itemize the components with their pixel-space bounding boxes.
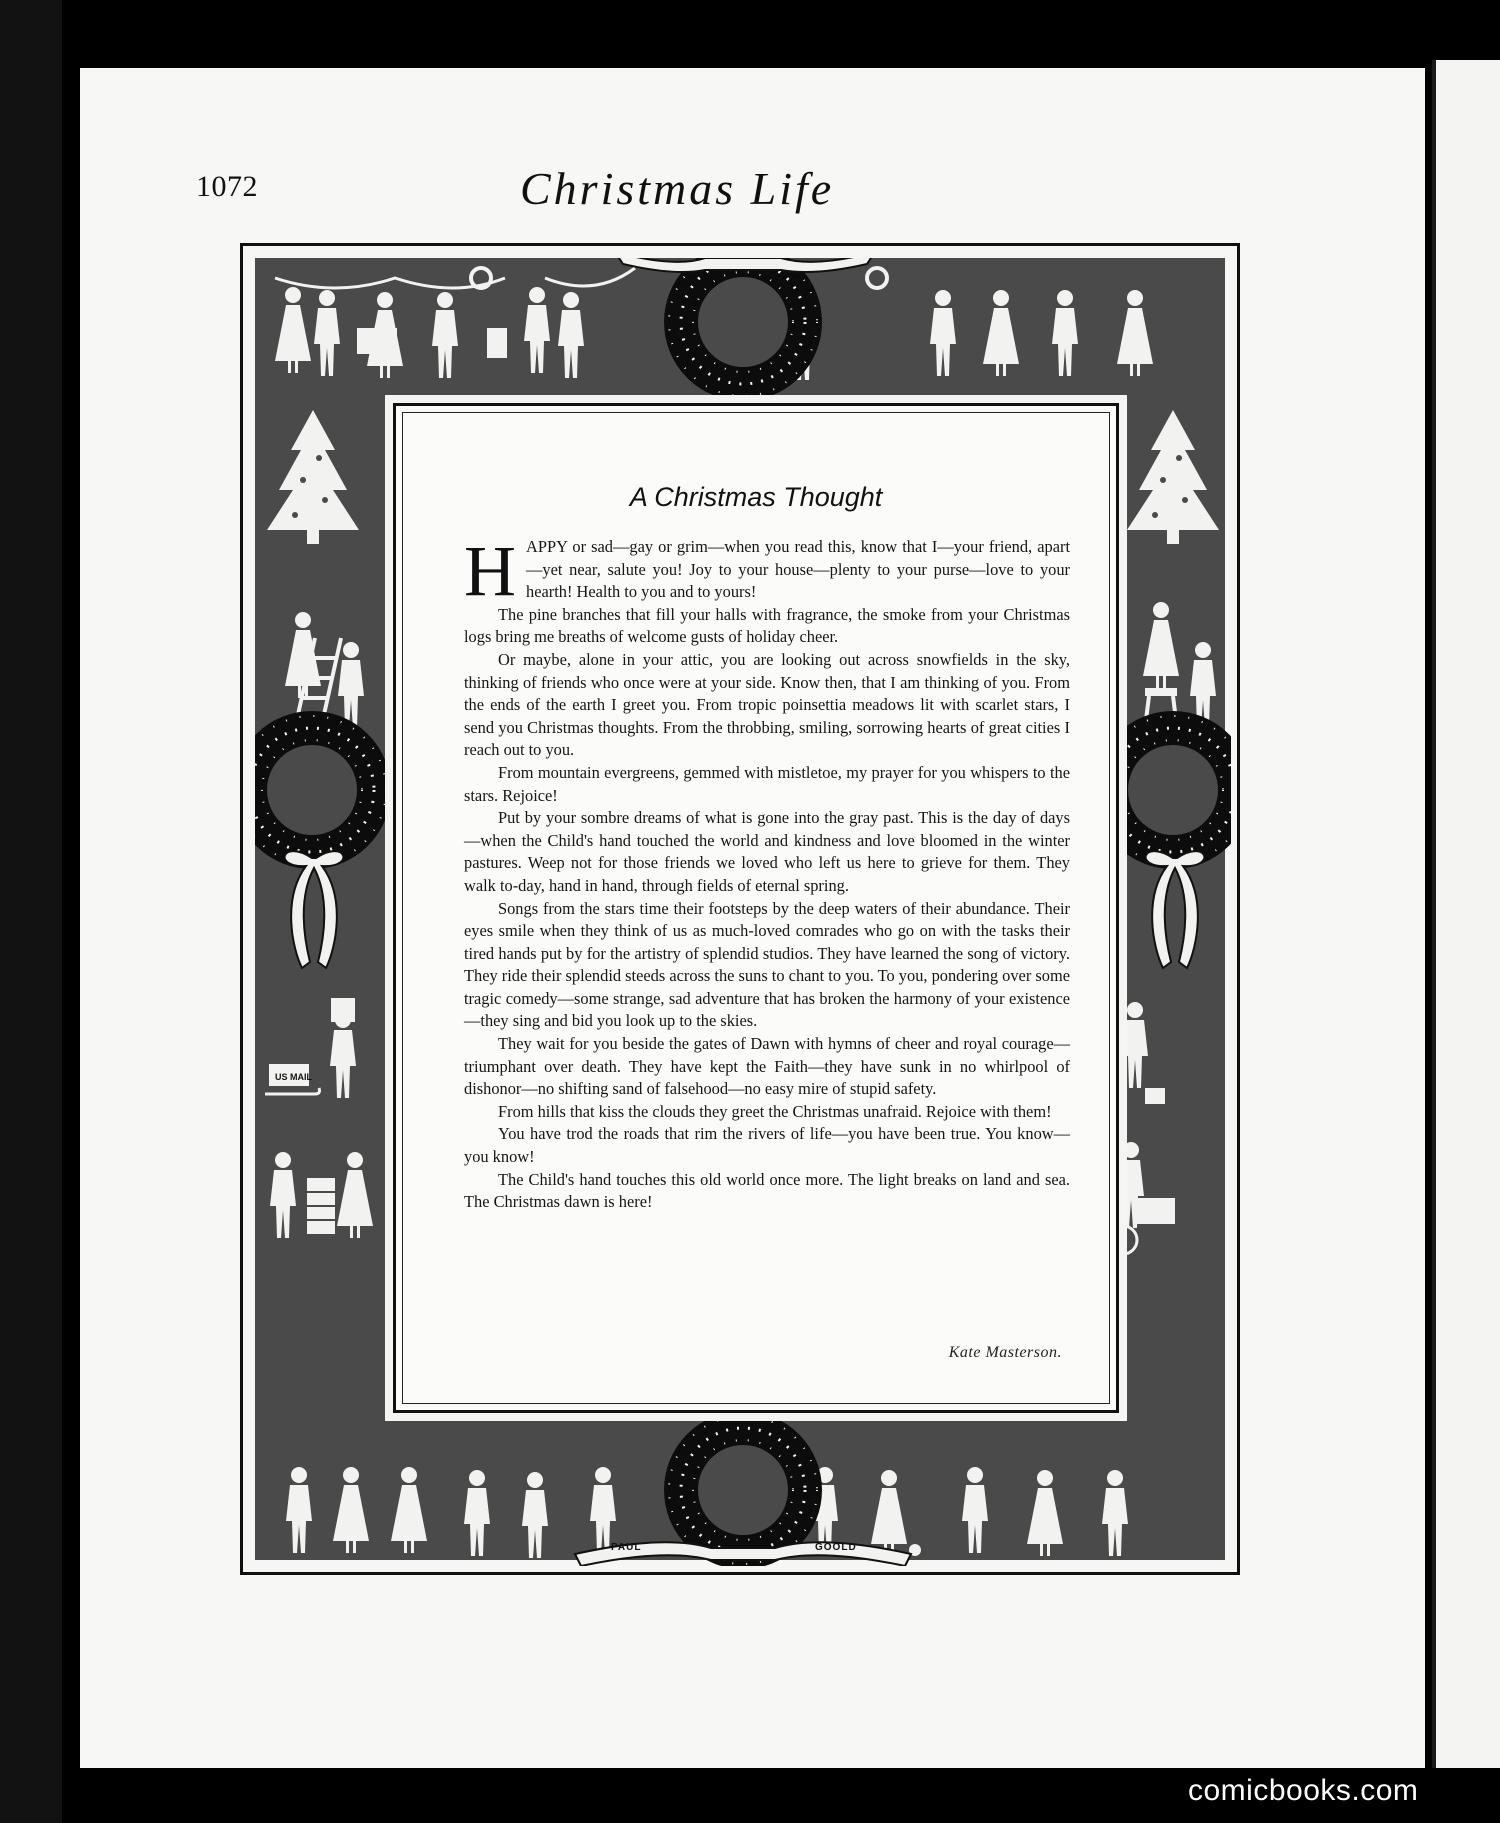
right-tree (1127, 410, 1219, 544)
author-signature: Kate Masterson. (948, 1344, 1062, 1361)
running-title: Christmas Life (520, 163, 835, 214)
right-ladder-scene (1143, 602, 1216, 728)
article-body (464, 531, 1070, 1214)
left-wreath (255, 716, 386, 968)
sled-label: US MAIL (275, 1072, 312, 1082)
watermark: comicbooks.com (1188, 1774, 1419, 1807)
left-ladder-scene (285, 612, 364, 728)
article-paragraph: They wait for you beside the gates of Dawn with hymns of cheer and royal courage—triumphant over death. They have kept the Faith—they have sunk in no whirlpool of dishonor—no shifting sand of falsehood—no easy mire of stupid safety. (464, 1034, 1070, 1099)
article-paragraph: From mountain evergreens, gemmed with mistletoe, my prayer for you whispers to the stars. Rejoice! (464, 762, 1070, 805)
article-first-paragraph-text: APPY or sad—gay or grim—when you read this, know that I—your friend, apart—yet near, salute you! Joy to your house—plenty to your purse—love to your hearth! Health to you and to yours! (526, 537, 1070, 602)
article-paragraph: From hills that kiss the clouds they greet the Christmas unafraid. Rejoice with them! (498, 1101, 1052, 1121)
article-title: A Christmas Thought (629, 482, 883, 512)
artist-signature-left: PAUL (611, 1542, 642, 1553)
next-page-edge (1432, 60, 1500, 1768)
left-tree (267, 410, 359, 544)
article-paragraph: You have trod the roads that rim the rivers of life—you have been true. You know—you know! (464, 1124, 1070, 1167)
top-wreath (615, 258, 875, 396)
drop-cap: H (464, 531, 516, 611)
scan-edge (0, 0, 62, 1823)
article-paragraph: Or maybe, alone in your attic, you are looking out across snowfields in the sky, thinking of friends who once were at your side. Know then, that I am thinking of you. From the ends of the earth I greet you. From tropic poinsettia meadows lit with scarlet stars, I send you Christmas thoughts. From the throbbing, smiling, sorrowing hearts of great cities I reach out to you. (464, 649, 1070, 760)
left-sled-scene (265, 998, 356, 1098)
left-chimney-scene (270, 1152, 373, 1238)
page-number: 1072 (196, 170, 258, 203)
article-paragraph: The pine branches that fill your halls with fragrance, the smoke from your Christmas logs bring me breaths of welcome gusts of holiday cheer. (464, 604, 1070, 647)
artist-signature-right: GOOLD (815, 1542, 857, 1553)
article-panel (393, 403, 1119, 1413)
article-paragraph: Put by your sombre dreams of what is gone into the gray past. This is the day of days—when the Child's hand touched the world and kindness and love bloomed in the winter pastures. Weep not for those friends we loved who left us here to grieve for them. They walk to-day, hand in hand, through fields of eternal spring. (464, 808, 1070, 895)
article-paragraph (464, 531, 1070, 611)
article-paragraph: Songs from the stars time their footsteps by the deep waters of their abundance. Their eyes smile when they think of us as much-loved comrades who go on with the tasks their tired hands put by for the artistry of splendid studios. They have learned the song of victory. They ride their splendid steeds across the suns to chant to you. To you, pondering over some tragic comedy—some strange, sad adventure that has broken the harmony of your existence—they sing and bid you look up to the skies. (464, 898, 1070, 1031)
article-paragraph: The Child's hand touches this old world once more. The light breaks on land and sea. The Christmas dawn is here! (464, 1169, 1070, 1212)
